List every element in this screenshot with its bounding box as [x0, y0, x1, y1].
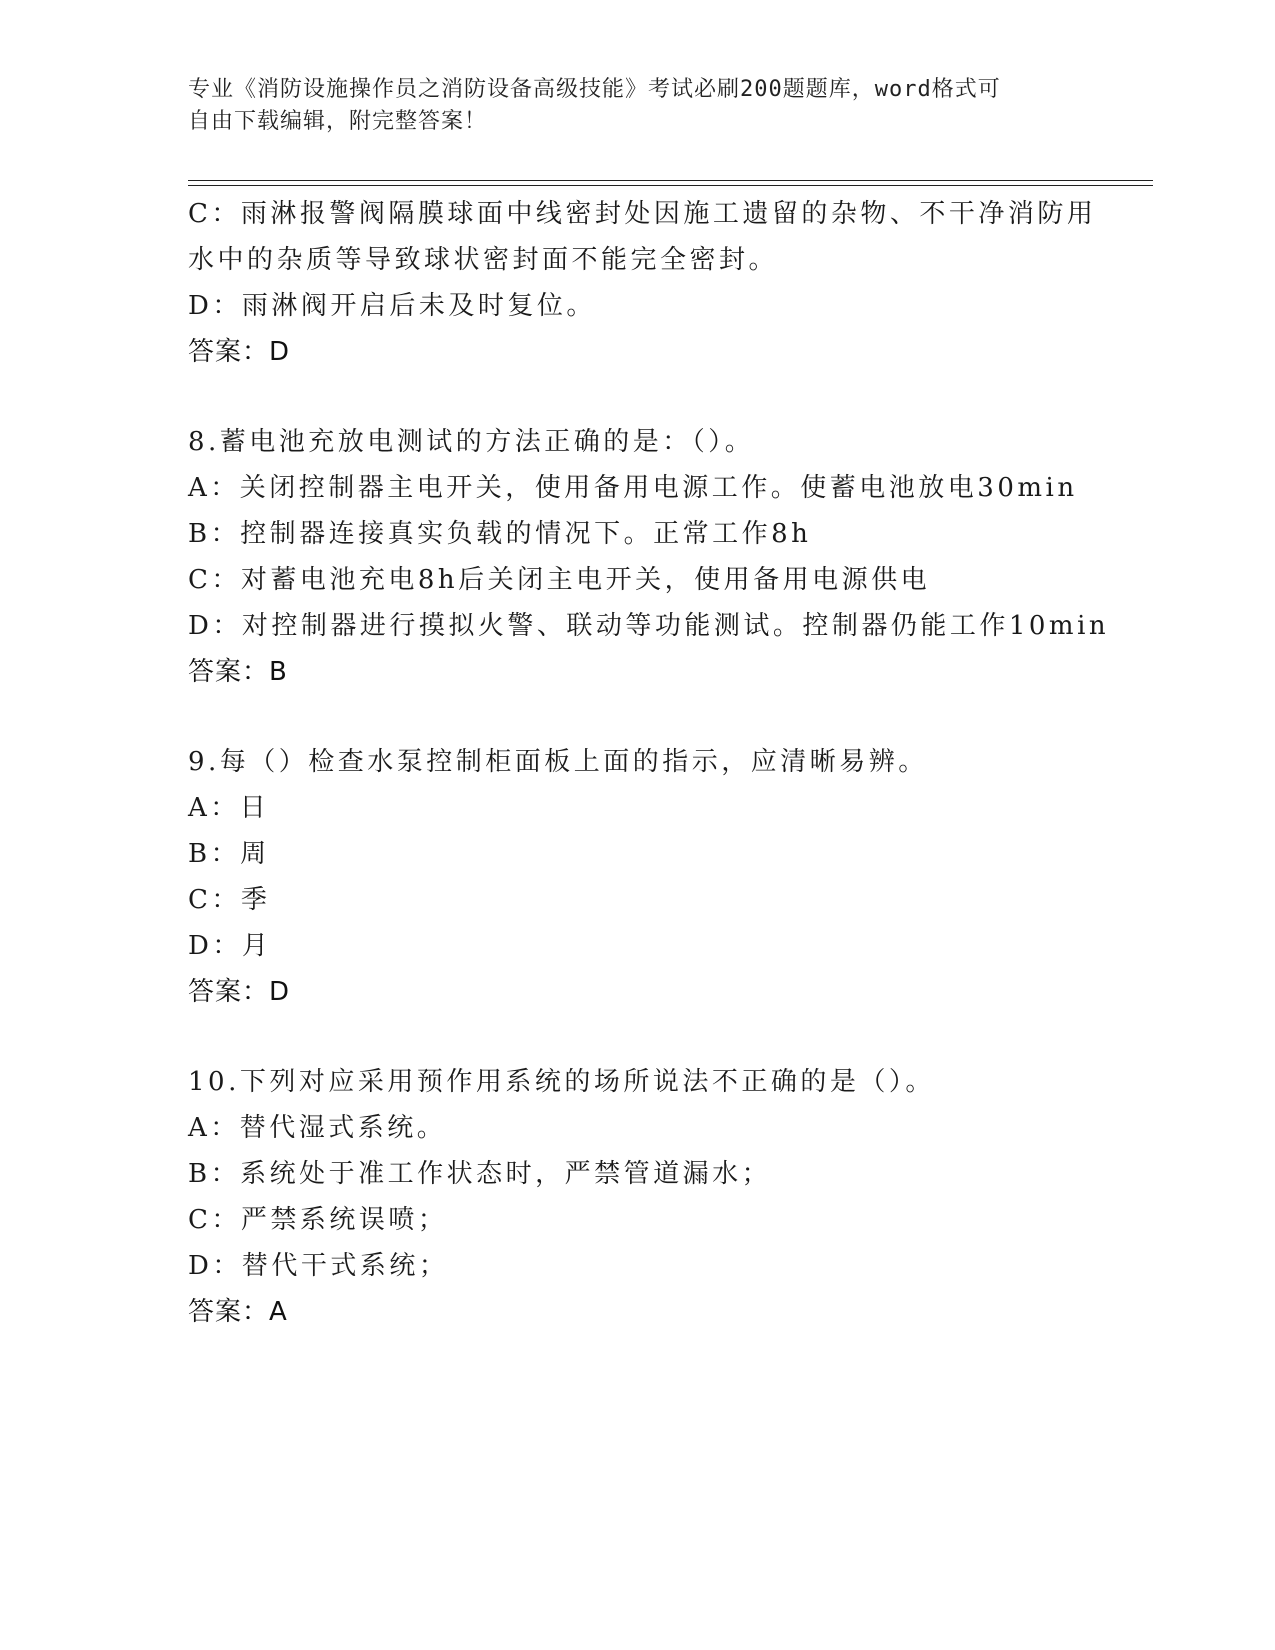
block-spacer — [188, 695, 1153, 739]
question-block-9 — [188, 739, 1153, 1015]
block-spacer — [188, 375, 1153, 419]
option-b: B：系统处于准工作状态时，严禁管道漏水； — [188, 1159, 772, 1189]
option-c: C：对蓄电池充电8h后关闭主电开关，使用备用电源供电 — [188, 565, 931, 595]
option-d: D：替代干式系统； — [188, 1251, 449, 1281]
option-d: D：月 — [188, 931, 272, 961]
document-header — [188, 74, 1088, 138]
question-block-10 — [188, 1059, 1153, 1335]
option-c: C：季 — [188, 885, 271, 915]
answer-line: 答案：B — [188, 657, 288, 687]
header-divider-top — [188, 180, 1153, 181]
header-line-2: 自由下载编辑，附完整答案！ — [188, 109, 488, 134]
question-text: 10.下列对应采用预作用系统的场所说法不正确的是（）。 — [188, 1067, 935, 1097]
question-block-7-tail — [188, 191, 1153, 375]
option-c-line-1: C：雨淋报警阀隔膜球面中线密封处因施工遗留的杂物、不干净消防用 — [188, 199, 1097, 229]
option-a: A：日 — [188, 793, 270, 823]
option-b: B：控制器连接真实负载的情况下。正常工作8h — [188, 519, 812, 549]
option-b: B：周 — [188, 839, 270, 869]
header-divider-bottom — [188, 185, 1153, 186]
question-block-8 — [188, 419, 1153, 695]
option-d: D：雨淋阀开启后未及时复位。 — [188, 291, 596, 321]
header-line-1: 专业《消防设施操作员之消防设备高级技能》考试必刷200题题库，word格式可 — [188, 77, 1001, 102]
question-text: 8.蓄电池充放电测试的方法正确的是：（）。 — [188, 427, 755, 457]
option-c: C：严禁系统误喷； — [188, 1205, 448, 1235]
option-a: A：关闭控制器主电开关，使用备用电源工作。使蓄电池放电30min — [188, 473, 1078, 503]
option-c-line-2: 水中的杂质等导致球状密封面不能完全密封。 — [188, 245, 779, 275]
question-text: 9.每（）检查水泵控制柜面板上面的指示，应清晰易辨。 — [188, 747, 928, 777]
block-spacer — [188, 1015, 1153, 1059]
answer-line: 答案：D — [188, 977, 291, 1007]
answer-line: 答案：D — [188, 337, 291, 367]
answer-line: 答案：A — [188, 1297, 288, 1327]
question-list — [188, 191, 1153, 1335]
option-a: A：替代湿式系统。 — [188, 1113, 447, 1143]
option-d: D：对控制器进行摸拟火警、联动等功能测试。控制器仍能工作10min — [188, 611, 1110, 641]
